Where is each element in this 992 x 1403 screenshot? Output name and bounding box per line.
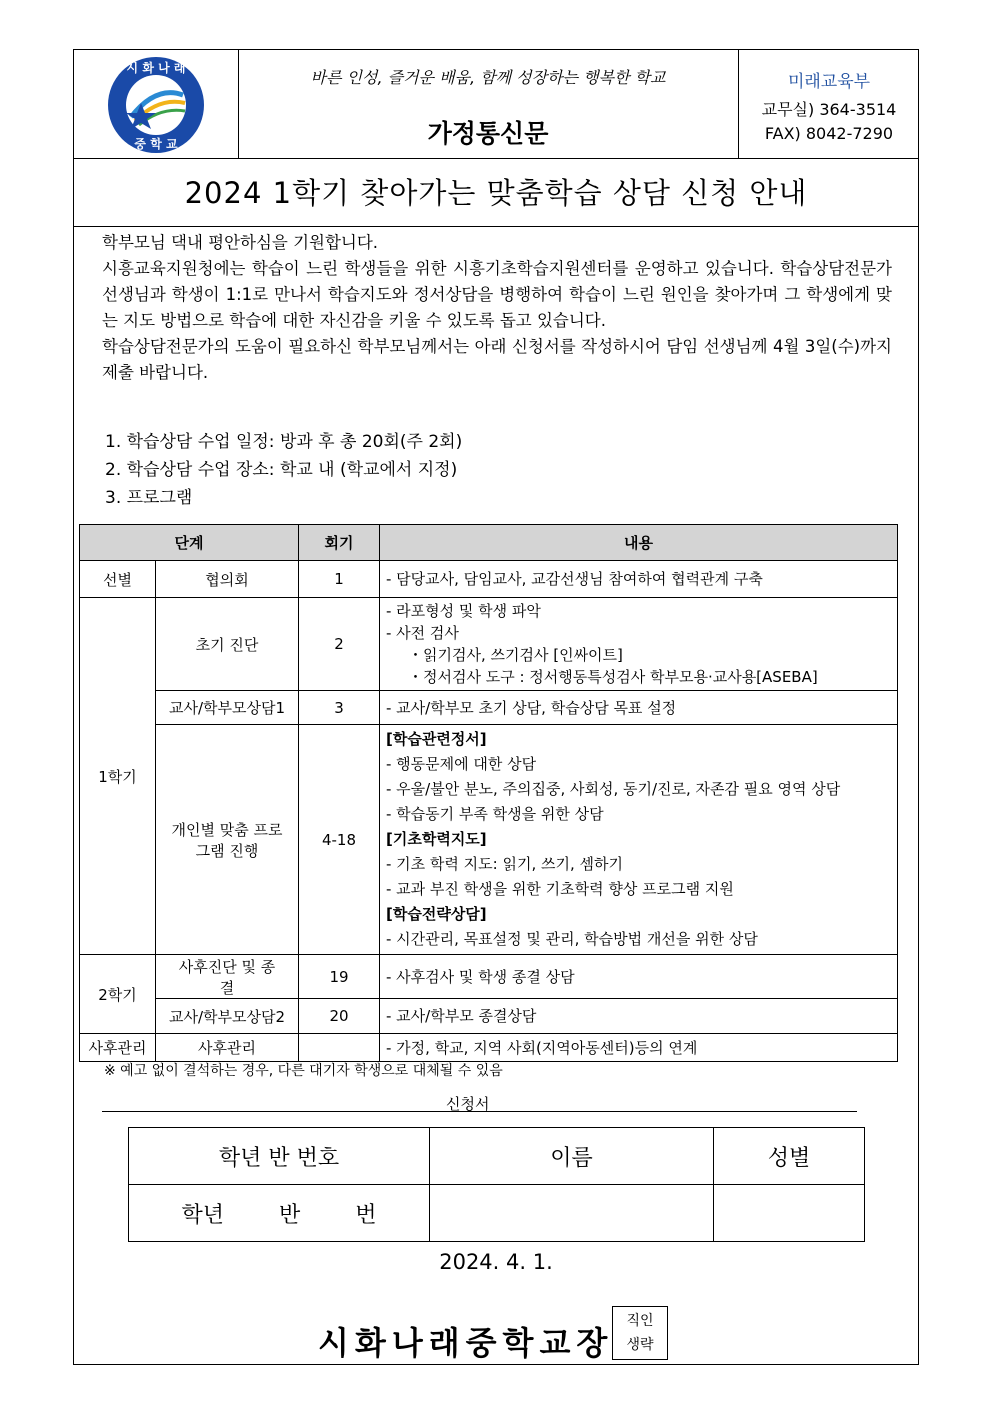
content-heading: [학습전략상담] bbox=[386, 905, 487, 923]
svg-text:중 학 교: 중 학 교 bbox=[134, 137, 178, 151]
content-line: - 사전 검사 bbox=[386, 624, 459, 642]
content-cell: - 가정, 학교, 지역 사회(지역아동센터)등의 연계 bbox=[380, 1034, 898, 1062]
school-motto: 바른 인성, 즐거운 배움, 함께 성장하는 행복한 학교 bbox=[310, 68, 666, 87]
step-cell: 협의회 bbox=[156, 561, 299, 598]
header-middle bbox=[238, 49, 739, 158]
step-cell: 교사/학부모상담1 bbox=[156, 691, 299, 725]
content-cell bbox=[380, 725, 898, 955]
phase-cell: 2학기 bbox=[80, 955, 156, 1034]
content-heading: [학습관련정서] bbox=[386, 730, 487, 748]
grade-class-number-field[interactable] bbox=[129, 1185, 430, 1242]
session-cell: 3 bbox=[299, 691, 380, 725]
header-content: 내용 bbox=[380, 525, 898, 561]
seal-box bbox=[612, 1306, 668, 1360]
document-title: 2024 1학기 찾아가는 맞춤학습 상담 신청 안내 bbox=[73, 159, 919, 227]
department: 미래교육부 bbox=[787, 72, 871, 92]
name-label: 이름 bbox=[430, 1128, 714, 1185]
list-item: 3. 프로그램 bbox=[105, 488, 193, 508]
session-cell bbox=[299, 1034, 380, 1062]
content-line: - 시간관리, 목표설정 및 관리, 학습방법 개선을 위한 상담 bbox=[386, 930, 758, 948]
number-label: 번 bbox=[355, 1202, 377, 1228]
request-paragraph: 학습상담전문가의 도움이 필요하신 학부모님께서는 아래 신청서를 작성하시어 담임 선생님께 4월 3일(수)까지 제출 바랍니다. bbox=[102, 337, 892, 382]
header-stage: 단계 bbox=[80, 525, 299, 561]
header-session: 회기 bbox=[299, 525, 380, 561]
list-item: 2. 학습상담 수업 장소: 학교 내 (학교에서 지정) bbox=[105, 460, 458, 480]
session-cell: 2 bbox=[299, 598, 380, 691]
program-table bbox=[79, 524, 898, 1062]
content-line: - 우울/불안 분노, 주의집중, 사회성, 동기/진로, 자존감 필요 영역 상담 bbox=[386, 780, 841, 798]
phase-cell: 선별 bbox=[80, 561, 156, 598]
step-cell: 사후진단 및 종결 bbox=[156, 955, 299, 999]
seal-line: 생략 bbox=[626, 1337, 654, 1353]
table-row bbox=[80, 999, 898, 1034]
gender-field[interactable] bbox=[714, 1185, 865, 1242]
application-title: 신청서 bbox=[446, 1095, 490, 1113]
table-row bbox=[80, 598, 898, 691]
svg-text:시 화 나 래: 시 화 나 래 bbox=[126, 61, 186, 75]
step-cell: 초기 진단 bbox=[156, 598, 299, 691]
session-cell: 1 bbox=[299, 561, 380, 598]
phone-number: 교무실) 364-3514 bbox=[761, 100, 897, 119]
content-cell: - 사후검사 및 학생 종결 상담 bbox=[380, 955, 898, 999]
table-header-row bbox=[80, 525, 898, 561]
greeting-paragraph: 학부모님 댁내 평안하심을 기원합니다. bbox=[102, 233, 379, 252]
content-line: ・읽기검사, 쓰기검사 [인싸이트] bbox=[408, 646, 623, 664]
content-line: - 교과 부진 학생을 위한 기초학력 향상 프로그램 지원 bbox=[386, 880, 734, 898]
content-line: - 기초 학력 지도: 읽기, 쓰기, 셈하기 bbox=[386, 855, 623, 873]
table-row bbox=[80, 1034, 898, 1062]
table-row bbox=[80, 955, 898, 999]
step-cell: 개인별 맞춤 프로그램 진행 bbox=[156, 725, 299, 955]
content-cell: - 교사/학부모 종결상담 bbox=[380, 999, 898, 1034]
table-row bbox=[80, 725, 898, 955]
phase-cell: 1학기 bbox=[80, 598, 156, 955]
intro-paragraph: 시흥교육지원청에는 학습이 느린 학생들을 위한 시흥기초학습지원센터를 운영하고 있습니다. 학습상담전문가 선생님과 학생이 1:1로 만나서 학습지도와 정서상담을 병행하여 학습이 느린 원인을 찾아가며 그 학생에게 맞는 지도 방법으로 학습에 대한 자신감을 키울 수 있도록 돕고 있습니다. bbox=[102, 259, 892, 330]
session-cell: 4-18 bbox=[299, 725, 380, 955]
class-label: 반 bbox=[278, 1202, 301, 1228]
step-cell: 사후관리 bbox=[156, 1034, 299, 1062]
session-cell: 20 bbox=[299, 999, 380, 1034]
content-line: - 라포형성 및 학생 파악 bbox=[386, 602, 541, 620]
principal-signature: 시화나래중학교장 bbox=[318, 1324, 614, 1362]
grade-label: 학년 bbox=[181, 1202, 224, 1228]
gender-label: 성별 bbox=[714, 1128, 865, 1185]
content-cell: - 담당교사, 담임교사, 교감선생님 참여하여 협력관계 구축 bbox=[380, 561, 898, 598]
header bbox=[73, 49, 919, 159]
body-text bbox=[102, 230, 892, 386]
newsletter-name: 가정통신문 bbox=[427, 119, 549, 148]
list-item: 1. 학습상담 수업 일정: 방과 후 총 20회(주 2회) bbox=[105, 432, 463, 452]
absence-note: ※ 예고 없이 결석하는 경우, 다른 대기자 학생으로 대체될 수 있음 bbox=[104, 1063, 503, 1079]
content-line: ・정서검사 도구 : 정서행동특성검사 학부모용·교사용[ASEBA] bbox=[408, 668, 818, 686]
issue-date: 2024. 4. 1. bbox=[439, 1250, 553, 1274]
form-header-row bbox=[129, 1128, 865, 1185]
name-field[interactable] bbox=[430, 1185, 714, 1242]
content-cell bbox=[380, 598, 898, 691]
session-cell: 19 bbox=[299, 955, 380, 999]
phase-cell: 사후관리 bbox=[80, 1034, 156, 1062]
grade-class-number-label: 학년 반 번호 bbox=[129, 1128, 430, 1185]
application-form bbox=[128, 1127, 865, 1242]
table-row bbox=[80, 691, 898, 725]
content-cell: - 교사/학부모 초기 상담, 학습상담 목표 설정 bbox=[380, 691, 898, 725]
table-row bbox=[80, 561, 898, 598]
content-line: - 행동문제에 대한 상담 bbox=[386, 755, 537, 773]
form-input-row bbox=[129, 1185, 865, 1242]
divider bbox=[102, 1111, 857, 1112]
content-heading: [기초학력지도] bbox=[386, 830, 487, 848]
fax-number: FAX) 8042-7290 bbox=[764, 124, 894, 143]
header-contact bbox=[739, 49, 919, 158]
info-list bbox=[105, 428, 462, 512]
school-logo bbox=[101, 55, 211, 155]
seal-line: 직인 bbox=[626, 1313, 654, 1329]
content-line: - 학습동기 부족 학생을 위한 상담 bbox=[386, 805, 604, 823]
logo-cell bbox=[73, 49, 239, 158]
step-cell: 교사/학부모상담2 bbox=[156, 999, 299, 1034]
